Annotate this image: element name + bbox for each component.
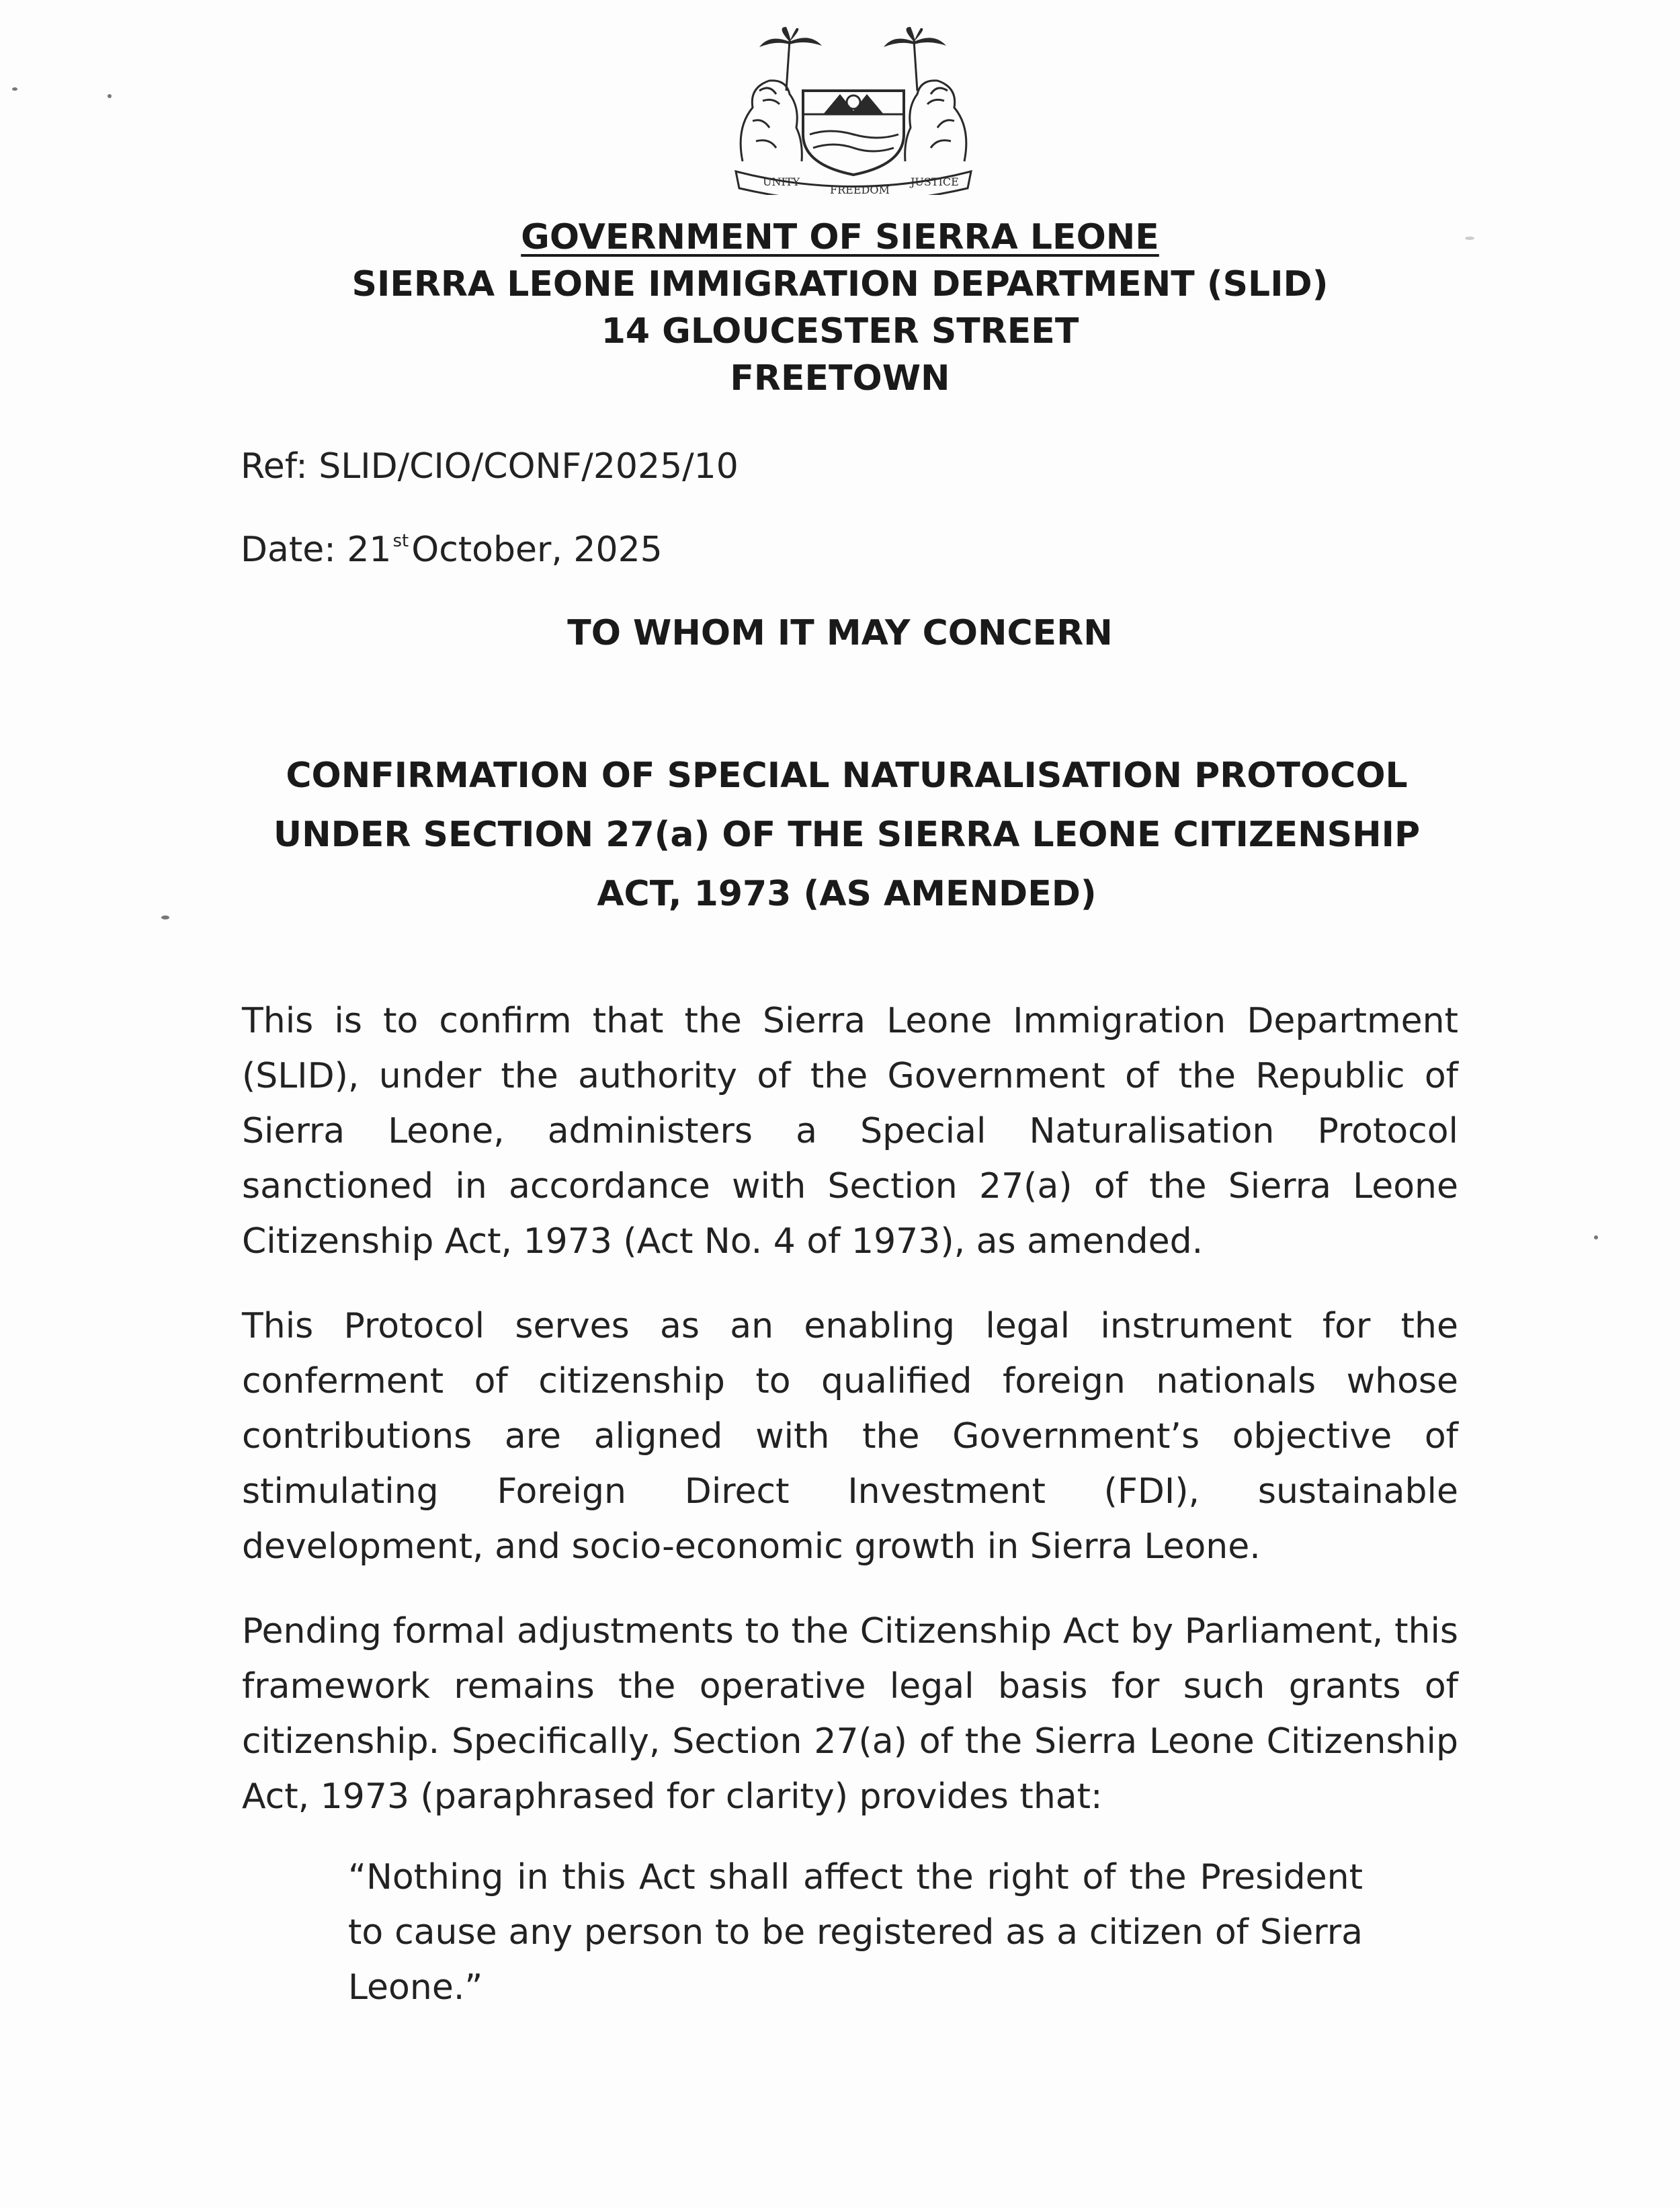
letterhead-street: 14 GLOUCESTER STREET xyxy=(601,311,1079,352)
salutation: TO WHOM IT MAY CONCERN xyxy=(567,613,1113,653)
scan-speck xyxy=(161,915,169,919)
letterhead-government: GOVERNMENT OF SIERRA LEONE xyxy=(521,217,1159,257)
seal-motto-justice: JUSTICE xyxy=(911,175,959,188)
seal-motto-unity: UNITY xyxy=(763,175,800,188)
letterhead-city: FREETOWN xyxy=(730,358,950,399)
subject-heading: CONFIRMATION OF SPECIAL NATURALISATION PROTOCOL UNDER SECTION 27(a) OF THE SIERRA LEONE CITIZENSHIP ACT, 1973 (AS AMENDED) xyxy=(273,755,1421,914)
body-paragraph-3: Pending formal adjustments to the Citizenship Act by Parliament, this framework remains the operative legal basis for such grants of citizenship. Specifically, Section 27(a) of the Sierra Leone Citizenship Act, 1973 (paraphrased for clarity) provides that: xyxy=(242,1611,1458,1817)
letterhead-department: SIERRA LEONE IMMIGRATION DEPARTMENT (SLID) xyxy=(351,264,1329,304)
body-paragraph-1: This is to confirm that the Sierra Leone Immigration Department (SLID), under the authority of the Government of the Republic of Sierra Leone, administers a Special Naturalisation Protocol sanctioned in accordance with Section 27(a) of the Sierra Leone Citizenship Act, 1973 (Act No. 4 of 1973), as amended. xyxy=(242,1001,1458,1262)
scan-speck xyxy=(108,94,112,98)
letter-date xyxy=(241,530,663,570)
coat-of-arms-seal xyxy=(722,27,984,195)
scan-speck xyxy=(1465,237,1474,240)
seal-motto-freedom: FREEDOM xyxy=(830,183,890,195)
quoted-provision: “Nothing in this Act shall affect the right of the President to cause any person to be registered as a citizen of Sierra Leone.” xyxy=(348,1857,1363,2008)
date-prefix: Date: 21 xyxy=(241,530,392,570)
date-ordinal: st xyxy=(392,531,409,551)
scan-speck xyxy=(12,87,17,91)
date-rest: October, 2025 xyxy=(411,530,663,570)
body-paragraph-2: This Protocol serves as an enabling legal instrument for the conferment of citizenship to qualified foreign nationals whose contributions are aligned with the Government’s objective of stimulating Foreign Direct Investment (FDI), sustainable development, and socio-economic growth in Sierra Leone. xyxy=(242,1306,1458,1567)
scan-speck xyxy=(1594,1235,1598,1239)
reference-number: Ref: SLID/CIO/CONF/2025/10 xyxy=(241,446,739,487)
letterhead xyxy=(0,214,1680,402)
